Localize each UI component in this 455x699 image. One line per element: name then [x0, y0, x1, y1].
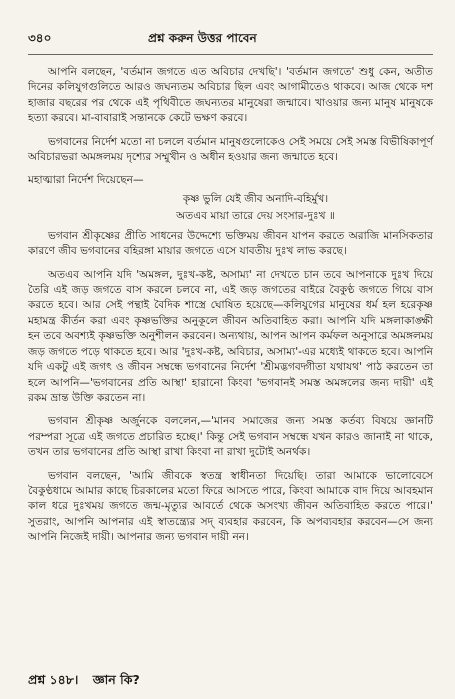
quote-intro: মহাত্মারা নির্দেশ দিয়েছেন—: [28, 174, 144, 187]
running-title: প্রশ্ন করুন উত্তর পাবেন: [148, 31, 257, 45]
verse-line: অতএব মায়া তারে দেয় সংসার-দুঃখ ॥: [176, 209, 335, 222]
paragraph: আপনি বলছেন, 'বর্তমান জগতে এত অবিচার দেখছি'। 'বর্তমান জগতে' শুধু কেন, অতীত দিনের কলিযুগগুলিতে আরও জঘন্যতম অবিচার ছিল এবং আগামীতেও থাকবে। আজ থেকে দশ হাজার বছরের পর থেকে এই পৃথিবীতে জঘন্যতর মানুষেরা জন্মাবে। খাওয়ার জন্য মানুষ মানুষকে হত্যা করবে। মা-বাবারাই সন্তানকে কেটে ভক্ষণ করবে।: [28, 66, 433, 125]
verse-line: কৃষ্ণ ভুলি যেই জীব অনাদি-বহির্মুখ।: [182, 192, 329, 205]
question-text: জ্ঞান কি?: [92, 672, 140, 687]
paragraph: ভগবান শ্রীকৃষ্ণ অর্জুনকে বললেন,—'মানব সমাজের জন্য সমস্ত কর্তব্য বিষয়ে জ্ঞানটি পরম্পরা সূত্রে এই জগতে প্রচারিত হচ্ছে।' কিন্তু সেই ভগবান সম্বন্ধে যখন কারও জানাই না থাকে, তখন তার ভগবানের প্রতি আস্থা রাখা কিংবা না রাখা দুটোই অনর্থক।: [28, 415, 433, 459]
page-body: [28, 65, 433, 546]
page-number: ৩৪০: [28, 31, 52, 45]
verse-block: [78, 191, 433, 225]
paragraph: ভগবানের নির্দেশ মতো না চললে বর্তমান মানুষগুলোকেও সেই সময়ে সেই সমস্ত বিভীষিকাপূর্ণ অবিচারভরা অমঙ্গলময় দৃশ্যের সম্মুখীন ও অধীন হওয়ার জন্য জন্মাতে হবে।: [28, 135, 433, 164]
question-number: প্রশ্ন ১৪৮।: [28, 672, 79, 687]
paragraph: অতএব আপনি যদি 'অমঙ্গল, দুঃখ-কষ্ট, অসাম্য' না দেখতে চান তবে আপনাকে দুঃখ দিয়ে তৈরি এই জড় জগতে বাস করলে চলবে না, এই জড় জগতের বাইরে বৈকুণ্ঠ জগতে গিয়ে বাস করতে হবে। আর সেই পন্থাই বৈদিক শাস্ত্রে ঘোষিত হয়েছে—কলিযুগের মানুষের ধর্ম হল হরেকৃষ্ণ মহামন্ত্র কীর্তন করা এবং কৃষ্ণভক্তির অনুকূলে জীবন অতিবাহিত করা। আপনি যদি মঙ্গলাকাঙ্ক্ষী হন তবে অবশ্যই কৃষ্ণভক্তি অনুশীলন করবেন। অন্যথায়, আপন আপন কর্মফল অনুসারে অমঙ্গলময় জড় জগতে পড়ে থাকতে হবে। আর 'দুঃখ-কষ্ট, অবিচার, অসাম্য'-এর মধ্যেই থাকতে হবে। আপনি যদি একটু এই জগৎ ও জীবন সম্বন্ধে ভগবানের নির্দেশ 'শ্রীমদ্ভগবদ্গীতা যথাযথ' পাঠ করতেন তা হলে আপনি—'ভগবানের প্রতি আস্থা' হারানো কিংবা 'ভগবানই সমস্ত অমঙ্গলের জন্য দায়ী' এই রকম ভ্রান্ত উক্তি করতেন না।: [28, 268, 433, 404]
paragraph: ভগবান শ্রীকৃষ্ণের প্রীতি সাধনের উদ্দেশ্যে ভক্তিময় জীবন যাপন করতে অরাজি মানসিকতার কারণে জীব ভগবানের বহিরঙ্গা মায়ার জগতে এসে যাবতীয় দুঃখ লাভ করছে।: [28, 229, 433, 258]
question-heading: [28, 672, 140, 692]
paragraph: ভগবান বলছেন, 'আমি জীবকে স্বতন্ত্র স্বাধীনতা দিয়েছি। তারা আমাকে ভালোবেসে বৈকুণ্ঠধামে আমার কাছে চিরকালের মতো ফিরে আসতে পারে, কিংবা আমাকে বাদ দিয়ে আবহমান কাল ধরে দুঃখময় জগতে জন্ম-মৃত্যুর আবর্তে থেকে অসংখ্য জীবন অতিবাহিত করতে পারে।' সুতরাং, আপনি আপনার এই স্বাতন্ত্র্যের সদ্ ব্যবহার করবেন, কি অপব্যবহার করবেন—সে জন্য আপনি নিজেই দায়ী। আপনার জন্য ভগবান দায়ী নন।: [28, 469, 433, 544]
page-header: [28, 30, 433, 55]
